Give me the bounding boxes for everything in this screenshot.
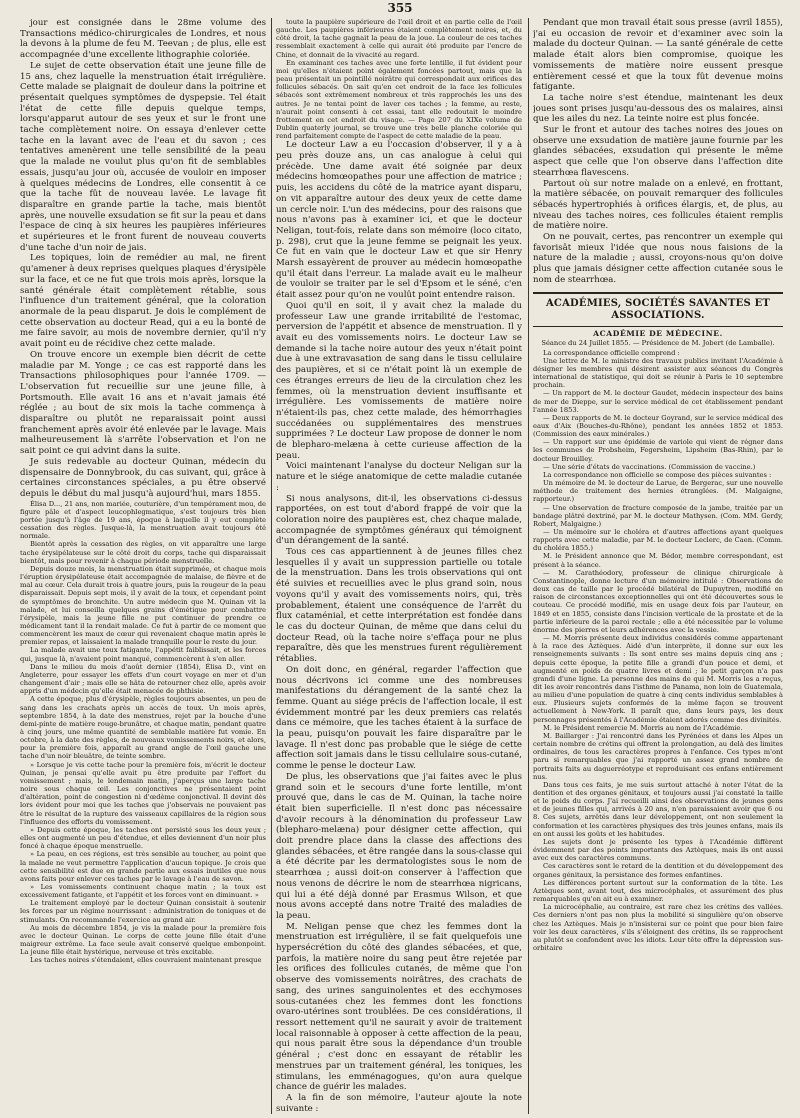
paragraph: Le sujet de cette observation était une jeune fille de 15 ans, chez laquelle la menstruation était irrégulière. Cette malade se plaignait de douleur dans la poitrine et présentait quelques symptômes de dyspepsie. Tel était l'état de cette fille depuis quelque temps, lorsqu'apparut autour de ses yeux et sur le front une tache complètement noire. On essaya d'enlever cette tache en la lavant avec de l'eau et du savon ; ces tentatives amenèrent une telle sensibilité de la peau que la malade ne voulut plus qu'on fit de semblables essais, jusqu'au jour où, accusée de vouloir en imposer à quelques médecins de Londres, elle consentit à ce que la tache fût de nouveau lavée. Le lavage fit disparaître en grande partie la tache, mais bientôt après, une nouvelle exsudation se fit sur la peau et dans l'espace de cinq à six heures les paupières inférieures et supérieures et le front furent de nouveau couverts d'une tache d'un noir de jais. — [20, 60, 266, 253]
section-subtitle: ACADÉMIE DE MÉDECINE. — [593, 328, 723, 338]
paragraph: M. le Président annonce que M. Bédor, membre correspondant, est présent à la séance. — [533, 552, 783, 569]
column-2 — [276, 18, 522, 1114]
paragraph: La correspondance non officielle se compose des pièces suivantes : — [543, 470, 772, 479]
paragraph: M. Neligan pense que chez les femmes dont la menstruation est irrégulière, il se fait quelquefois une hypersécrétion du côté des glandes sébacées, et que, parfois, la matière noire du sang peut être rejetée par les orifices des follicules cutanés, de même que l'on observe des vomissements noirâtres, des crachats de sang, des urines sanguinolentes et des ecchymoses sous-cutanées chez les femmes dont les fonctions ovaro-utérines sont troublées. De ces considérations, il ressort nettement qu'il ne saurait y avoir de traitement local raisonnable à opposer à cette affection de la peau, qui nous parait être sous la dépendance d'un trouble général ; c'est donc en essayant de rétablir les menstrues par un traitement général, les toniques, les stimulans, les emménagogues, qu'on aura quelque chance de guérir les malades. — [276, 921, 522, 1093]
paragraph: Un mémoire de M. le docteur de Larue, de Bergerac, sur une nouvelle méthode de traitement des hernies étranglées. (M. Malgaigne, rapporteur.) — [533, 479, 783, 504]
column-rule — [528, 18, 529, 1114]
paragraph: » La peau, en ces régions, est très sensible au toucher, au point que la malade ne veut permettre l'application d'aucun topique. Je crois que cette sensibilité est due en grande partie aux essais inutiles que nous avons faits pour enlever ces taches par le lavage à l'eau de savon. — [20, 850, 266, 883]
column-rule — [271, 18, 272, 1114]
paragraph: La microcéphalie, au contraire, est rare chez les crétins des vallées. Ces derniers n'ont pas non plus la mobilité si singulière qu'on observe chez les Aztèques. Mais je n'insisterai sur ce point que pour bien faire voir les deux caractères, s'ils s'éloignent des crétins, ils se rapprochent au plutôt se confondent avec les idiots. Leur tête offre la dépression sus-orbitaire — [533, 903, 783, 952]
paragraph: De plus, les observations que j'ai faites avec le plus grand soin et le secours d'une forte lentille, m'ont prouvé que, dans le cas de M. Quinan, la tache noire était bien superficielle. Il n'est donc pas nécessaire d'avoir recours à la dénomination du professeur Law (blepharo-melæna) pour désigner cette affection, qui doit prendre place dans la classe des affections des glandes sébacées, et être rangée dans la sous-classe qui a été décrite par les dermatologistes sous le nom de stearrhœa ; aussi doit-on conserver à l'affection que nous venons de décrire le nom de stearrhœa nigricans, qui lui a été déjà donné par Erasmus Wilson, et que nous avons accepté dans notre Traité des maladies de la peau. — [276, 771, 522, 921]
paragraph: M. le Président remercie M. Morris au nom de l'Académie. — [543, 723, 743, 732]
paragraph: La correspondance officielle comprend : — [543, 348, 680, 357]
paragraph: » Les vomissements continuent chaque matin ; la toux est excessivement fatigante, et l'appétit et les forces vont en diminuant. » — [20, 882, 266, 900]
paragraph: Je suis redevable au docteur Quinan, médecin du dispensaire de Donnybrook, du cas suivant, qui, grâce à certaines circonstances spéciales, a pu être observé depuis le début du mal jusqu'à aujourd'hui, mars 1855. — [20, 456, 266, 499]
paragraph: — Deux rapports de M. le docteur Goyrand, sur le service médical des eaux d'Aix (Bouches-du-Rhône), pendant les années 1852 et 1853. (Commission des eaux minérales.) — [533, 413, 783, 439]
paragraph: » Depuis cette époque, les taches ont persisté sous les deux yeux ; elles ont augmenté un peu d'étendue, et elles deviennent d'un noir plus foncé à chaque époque menstruelle. — [20, 825, 266, 851]
paragraph: M. Baillarger : J'ai rencontré dans les Pyrénées et dans les Alpes un certain nombre de crétins qui offrent la prolongation, au delà des limites ordinaires, de tous les caractères propres à l'enfance. Ces types m'ont paru si remarquables que j'ai rapporté un assez grand nombre de portraits faits au daguerréotype et reproduisant ces enfans entièrement nus. — [533, 731, 783, 781]
paragraph: Partout où sur notre malade on a enlevé, en frottant, la matière sébacée, on pouvait remarquer des follicules sébacés hypertrophiés à orifices élargis, et, de plus, au niveau des taches noires, ces follicules étaient remplis de matière noire. — [533, 178, 783, 232]
paragraph: Pendant que mon travail était sous presse (avril 1855), j'ai eu occasion de revoir et d'examiner avec soin la malade du docteur Quinan. — La santé générale de cette malade était alors bien compromise, quoique les vomissements de matière noire eussent presque entièrement cessé et que la toux fût devenue moins fatigante. — [533, 18, 783, 93]
paragraph: Le traitement employé par le docteur Quinan consistait à soutenir les forces par un régime nourrissant : administration de toniques et de stimulants. On recommande l'exercice au grand air. — [20, 899, 266, 924]
paragraph: On trouve encore un exemple bien décrit de cette maladie par M. Yonge ; ce cas est rapporté dans les Transactions philosophiques pour l'année 1709. — L'observation fut recueillie sur une jeune fille, à Portsmouth. Elle avait 16 ans et n'avait jamais été réglée ; au bout de six mois la tache commença à disparaître ou plutôt ne reparaissait point aussi franchement après avoir été enlevée par le lavage. Mais malheureusement là s'arrête l'observation et l'on ne sait point ce qui advint dans la suite. — [20, 349, 266, 457]
column-1 — [20, 18, 266, 1114]
paragraph: — Un rapport sur une épidémie de variole qui vient de régner dans les communes de Probsheim, Fegersheim, Lipsheim (Bas-Rhin), par le docteur Brouilley. — [533, 438, 783, 463]
column-3 — [533, 18, 783, 1114]
paragraph: — Une série d'états de vaccinations. (Commission de vaccine.) — [543, 462, 756, 471]
paragraph: » Lorsque je vis cette tache pour la première fois, m'écrit le docteur Quinan, je pensai qu'elle avait pu être produite par l'effort du vomissement ; mais, le lendemain matin, j'aperçus une large tache noire sous chaque œil. Les conjonctives ne présentaient point d'altération, point de congestion ni d'œdème conjonctival. Il devint dès lors évident pour moi que les taches que j'observais ne pouvaient pas être le résultat de la rupture des vaisseaux capillaires de la région sous l'influence des efforts du vomissement. — [20, 760, 266, 826]
paragraph: Quoi qu'il en soit, il y avait chez la malade du professeur Law une grande irritabilité de l'estomac, perversion de l'appétit et absence de menstruation. Il y avait eu des vomissements noirs. Le docteur Law se demande si la tache noire autour des yeux n'était point due à une extravasation de sang dans le tissu cellulaire des paupières, et si ce n'était point là un exemple de ces étranges erreurs de lieu de la circulation chez les femmes, où la menstruation devient insuffisante et irrégulière. Les vomissements de matière noire n'étaient-ils pas, chez cette malade, des hémorrhagies succédanées ou supplémentaires des menstrues supprimées ? Le docteur Law propose de donner le nom de blepharo-melæna à cette curieuse affection de la peau. — [276, 300, 522, 461]
paragraph: Les topiques, loin de remédier au mal, ne firent qu'amener à deux reprises quelques plaques d'érysipèle sur la face, et ce ne fut que trois mois après, lorsque la santé générale était complètement rétablie, sous l'influence d'un traitement général, que la coloration anormale de la peau disparut. Je dois le complément de cette observation au docteur Read, qui a eu la bonté de me faire savoir, au mois de novembre dernier, qu'il n'y avait point eu de récidive chez cette malade. — [20, 253, 266, 350]
paragraph: Les taches noires s'étendaient, elles couvraient maintenant presque — [30, 956, 262, 965]
paragraph: — M. Carathéodory, professeur de clinique chirurgicale à Constantinople, donne lecture d'un mémoire intitulé : Observations de deux cas de taille par le procédé bilatéral de Dupuytren, modifié en raison de circonstances exceptionnelles qui ont été découvertes sous le couteau. Ce procédé modifié, mis en usage deux fois par l'auteur, en 1849 et en 1855, consiste dans l'incision verticale de la prostate et de la partie inférieure de la paroi rectale ; elle a été nécessitée par le volume énorme des pierres et leurs adhérences avec la vessie. — [533, 568, 783, 634]
paragraph: Tous ces cas appartiennent à de jeunes filles chez lesquelles il y avait un suppression partielle ou totale de la menstruation. Dans les trois observations qui ont été suivies et recueillies avec le plus grand soin, nous voyons qu'il y avait des vomissements noirs, qui, très probablement, étaient une conséquence de l'arrêt du flux cataménial, et cette interprétation est fondée dans le cas du docteur Quinan, de même que dans celui du docteur Read, où la tache noire s'effaça pour ne plus reparaître, dès que les menstrues furent régulièrement rétablies. — [276, 547, 522, 665]
paragraph: Dans le milieu du mois d'août dernier (1854), Élisa D., vint en Angleterre, pour essayer les effets d'un court voyage en mer et d'un changement d'air ; mais elle se hâta de retourner chez elle, après avoir appris d'un médecin qu'elle était menacée de phthisie. — [20, 662, 266, 696]
paragraph: Les sujets dont je présente les types à l'Académie diffèrent évidemment par des points importants des Aztèques, mais ils ont aussi avec eux des caractères communs. — [533, 837, 783, 863]
paragraph: Depuis douze mois, la menstruation était supprimée, et chaque mois l'éruption érysipélateuse était accompagnée de malaise, de fièvre et de mal au cœur. Cela durait trois à quatre jours, puis la rougeur de la peau disparaissait. Depuis sept mois, il y avait de la toux, et cependant point de symptômes de bronchite. Un autre médecin que M. Quinan vit la malade, et lui conseilla quelques grains d'émétique pour combattre l'érysipèle, mais la jeune fille ne put continuer de prendre ce médicament tant il la rendait malade. Ce fut à partir de ce moment que commencèrent les maux de cœur qui revenaient chaque matin après le premier repas, et laissaient la malade tranquille pour le reste du jour. — [20, 564, 266, 647]
paragraph: En examinant ces taches avec une forte lentille, il fut évident pour moi qu'elles n'étaient point également foncées partout, mais que la peau présentait un pointillé noirâtre qui correspondait aux orifices des follicules sébacés. On sait qu'en cet endroit de la face les follicules sébacés sont extrêmement nombreux et très rapprochés les uns des autres. Je ne tentai point de laver ces taches ; la femme, au reste, n'aurait point consenti à cet essai, tant elle redoutait le moindre frottement en cet endroit du visage. — Page 207 du XIXe volume de Dublin quaterly journal, se trouve une très belle planche coloriée qui rend parfaitement compte de l'aspect de cette maladie de la peau. — [276, 58, 522, 141]
paragraph: A cette époque, plus d'érysipèle, règles toujours absentes, un peu de sang dans les crachats après un accès de toux. Un mois après, septembre 1854, à la date des menstrues, rejet par la bouche d'une demi-pinte de matière rouge-brunâtre, et chaque matin, pendant quatre à cinq jours, une même quantité de semblable matière fut vomie. En octobre, à la date des règles, de nouveaux vomissements noirs, et alors, pour la première fois, apparaît au grand angle de l'œil gauche une tache d'un noir bleuâtre, de teinte sombre. — [20, 695, 266, 761]
paragraph: A la fin de son mémoire, l'auteur ajoute la note suivante : — [276, 1092, 522, 1114]
paragraph: La tache noire s'est étendue, maintenant les deux joues sont prises jusqu'au-dessous des os malaires, ainsi que les ailes du nez. La teinte noire est plus foncée. — [533, 92, 783, 125]
paragraph: Dans tous ces faits, je me suis surtout attaché à noter l'état de la dentition et des organes génitaux, et toujours aussi j'ai constaté la taille et le poids du corps. J'ai recueilli ainsi des observations de jeunes gens et de jeunes filles qui, arrivés à 20 ans, n'en paraissaient avoir que 6 ou 8. Ces sujets, arrêtés dans leur développement, ont non seulement la conformation et les caractères physiques des très jeunes enfans, mais ils en ont aussi les goûts et les habitudes. — [533, 780, 783, 838]
paragraph: Bientôt après la cessation des règles, on vit apparaître une large tache érysipélateuse sur le côté droit du corps, tache qui disparaissait bientôt, mais pour revenir à chaque période menstruelle. — [20, 540, 266, 565]
paragraph: La malade avait une toux fatigante, l'appétit faiblissait, et les forces qui, jusque là, n'avaient point manqué, commencèrent à s'en aller. — [20, 646, 266, 663]
paragraph: — Un mémoire sur le choléra et d'autres affections ayant quelques rapports avec cette maladie, par M. le docteur Leclerc, de Caen. (Comm. du choléra 1855.) — [533, 528, 783, 553]
paragraph: On doit donc, en général, regarder l'affection que nous décrivons ici comme une des nombreuses manifestations du dérangement de la santé chez la femme. Quant au siége précis de l'affection locale, il est évidemment montré par les deux premiers cas relatés dans ce mémoire, que les taches étaient à la surface de la peau, puisqu'on pouvait les faire disparaître par le lavage. Il n'est donc pas probable que le siége de cette affection soit jamais dans le tissu cellulaire sous-cutané, comme le pense le docteur Law. — [276, 664, 522, 772]
paragraph: Sur le front et autour des taches noires des joues on observe une exsudation de matière jaune fournie par les glandes sébacées, exsudation qui présente le même aspect que celle que l'on observe dans l'affection dite stearrhœa flavescens. — [533, 125, 783, 178]
section-title: ACADÉMIES, SOCIÉTÉS SAVANTES ET ASSOCIATIONS. — [533, 292, 783, 327]
page-number: 355 — [387, 1, 413, 15]
column-3-article-end — [533, 18, 783, 286]
paragraph: Les différences portent surtout sur la conformation de la tête. Les Aztèques sont, avant tout, des microcéphales, et assurément des plus remarquables qu'on ait eu à examiner. — [533, 878, 783, 904]
seance-line: Séance du 24 Juillet 1855. — Présidence de M. Jobert (de Lamballe). — [541, 338, 775, 347]
academy-proceedings — [533, 349, 783, 953]
paragraph: toute la paupière supérieure de l'œil droit et en partie celle de l'œil gauche. Les paupières inférieures étaient complètement noires, et, du côté droit, la tache gagnait la peau de la joue. La couleur de ces taches ressemblait exactement à celle qui aurait été produite par l'encre de Chine, et donnait de la vivacité au regard. — [276, 18, 522, 59]
paragraph: — Un rapport de M. le docteur Gaudet, médecin inspecteur des bains de mer de Dieppe, sur le service médical de cet établissement pendant l'année 1853. — [533, 389, 783, 414]
paragraph: Élisa D..., 21 ans, non mariée, couturière, d'un tempérament mou, de figure pâle et d'aspect leucophlegmatique, s'est toujours très bien portée jusqu'à l'âge de 19 ans, époque à laquelle il y eut complète cessation des règles. Jusque-là, la menstruation avait toujours été normale. — [20, 499, 266, 541]
paragraph: — M. Morris présente deux individus considérés comme appartenant à la race des Aztèques. Aidé d'un interprète, il donne sur eux les renseignements suivants : Ils sont entre ses mains depuis cinq ans ; depuis cette époque, la petite fille a grandi d'un pouce et demi, et augmenté en poids de quatre livres et demi ; le petit garçon n'a pas grandi d'une ligne. La personne des mains de qui M. Morris les a reçus, dit les avoir rencontrés dans l'isthme de Panama, non loin de Guatemala, au milieu d'une population de quatre à cinq cents individus semblables à eux. Plusieurs sujets conformés de la même façon se trouvent actuellement à New-York. Il paraît que, dans leurs pays, les deux personnages présentés à l'Académie étaient adorés comme des divinités. — [533, 634, 783, 724]
paragraph: jour est consignée dans le 28me volume des Transactions médico-chirurgicales de Londres, et nous la devons à la plume de feu M. Teevan ; de plus, elle est accompagnée d'une excellente lithographie coloriée. — [20, 18, 266, 61]
paragraph: Voici maintenant l'analyse du docteur Neligan sur la nature et le siége anatomique de cette maladie cutanée : — [276, 461, 522, 493]
paragraph: On ne pouvait, certes, pas rencontrer un exemple qui favorisât mieux l'idée que nous nous faisions de la nature de la maladie ; aussi, croyons-nous qu'on doive plus que jamais désigner cette affection cutanée sous le nom de stearrhœa. — [533, 232, 783, 285]
paragraph: — Une observation de fracture composée de la jambe, traitée par un bandage plâtré dextriné, par M. le docteur Mathysen. (Com. MM. Gerdy, Robert, Malgaigne.) — [533, 503, 783, 528]
paragraph: Le docteur Law a eu l'occasion d'observer, il y a à peu près douze ans, un cas analogue à celui qui précède. Une dame avait été soignée par deux médecins homœopathes pour une affection de matrice ; puis, les accidens du côté de la matrice ayant disparu, on vit apparaître autour des deux yeux de cette dame un cercle noir. L'un des médecins, pour des raisons que nous n'avons pas à examiner ici, et que le docteur Neligan, tout-fois, relate dans son mémoire (loco citato, p. 298), crut que la jeune femme se peignait les yeux. Ce fut en vain que le docteur Law et que sir Henry Marsh essayèrent de prouver au médecin homœopathe qu'il était dans l'erreur. La malade avait eu le malheur de vouloir se traiter par le sel d'Epsom et le séné, c'en était assez pour qu'on ne voulût point entendre raison. — [276, 140, 522, 301]
paragraph: Si nous analysons, dit-il, les observations ci-dessus rapportées, on est tout d'abord frappé de voir que la coloration noire des paupières est, chez chaque malade, accompagnée de symptômes généraux qui témoignent d'un dérangement de la santé. — [276, 493, 522, 547]
paragraph: Au mois de décembre 1854, je vis la malade pour la première fois avec le docteur Quinan. Le corps de cette jeune fille était d'une maigreur extrême. La face seule avait conservé quelque embonpoint. La jeune fille était hystérique, nerveuse et très excitable. — [20, 923, 266, 957]
paragraph: Une lettre de M. le ministre des travaux publics invitant l'Académie à désigner les membres qui désirent assister aux séances du Congrès international de statistique, qui doit se réunir à Paris le 10 septembre prochain. — [533, 356, 783, 390]
paragraph: Ces caractères sont le retard de la dentition et du développement des organes génitaux, la persistance des formes enfantines. — [533, 862, 783, 879]
